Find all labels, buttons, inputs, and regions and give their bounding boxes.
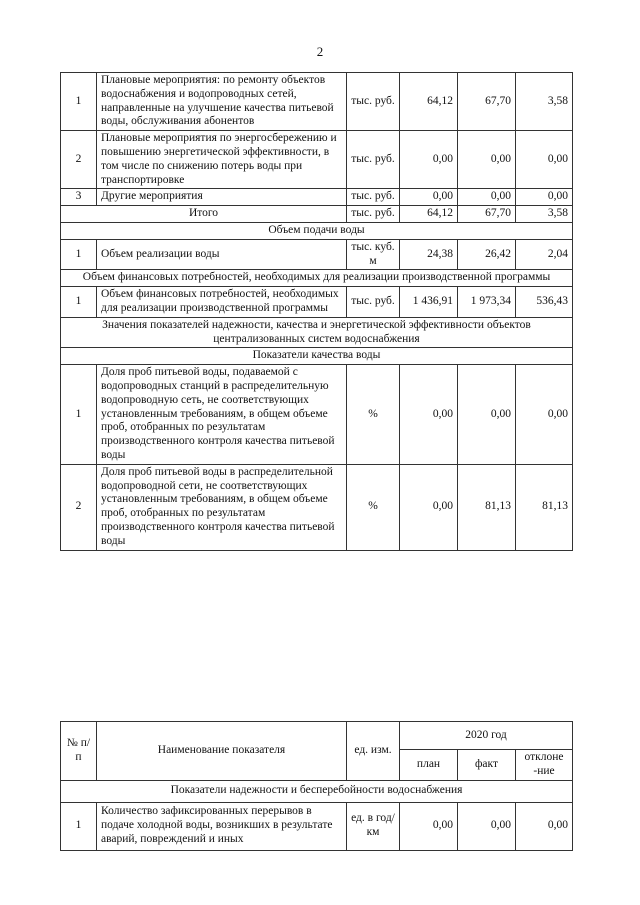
table-row [61,287,573,318]
row-deviation: 3,58 [516,206,573,223]
header-deviation: отклоне -ние [516,750,573,781]
row-deviation: 81,13 [516,464,573,550]
row-unit: тыс. руб. [347,287,400,318]
table-row [61,365,573,465]
row-deviation: 536,43 [516,287,573,318]
row-plan: 0,00 [400,365,458,465]
section-row [61,270,573,287]
row-unit: тыс. руб. [347,73,400,131]
table-row [61,464,573,550]
row-num: 2 [61,131,97,189]
section-title: Объем финансовых потребностей, необходимых для реализации производственной программы [61,270,573,287]
row-name: Количество зафиксированных перерывов в подаче холодной воды, возникших в результате аварий, повреждений и иных [97,802,347,850]
table-row [61,189,573,206]
row-num: 1 [61,73,97,131]
section-row [61,348,573,365]
header-name: Наименование показателя [97,722,347,781]
row-deviation: 2,04 [516,239,573,270]
row-fact: 81,13 [458,464,516,550]
header-year: 2020 год [400,722,573,750]
row-name: Доля проб питьевой воды в распределительной водопроводной сети, не соответствующих установленным требованиям, в общем объеме проб, отобранных по результатам производственного контроля качества питьевой воды [97,464,347,550]
row-unit: % [347,464,400,550]
row-name: Плановые мероприятия по энергосбережению и повышению энергетической эффективности, в том числе по снижению потерь воды при транспортировке [97,131,347,189]
row-fact: 0,00 [458,365,516,465]
row-fact: 0,00 [458,802,516,850]
row-unit: % [347,365,400,465]
row-plan: 0,00 [400,131,458,189]
row-plan: 24,38 [400,239,458,270]
header-num: № п/п [61,722,97,781]
row-fact: 0,00 [458,189,516,206]
row-unit: ед. в год/ км [347,802,400,850]
section-title: Объем подачи воды [61,222,573,239]
row-unit: тыс. руб. [347,206,400,223]
total-label: Итого [61,206,347,223]
row-plan: 0,00 [400,802,458,850]
row-deviation: 0,00 [516,131,573,189]
header-plan: план [400,750,458,781]
reliability-table [60,721,573,851]
table-row [61,239,573,270]
row-fact: 67,70 [458,73,516,131]
row-deviation: 0,00 [516,802,573,850]
row-num: 1 [61,287,97,318]
results-table [60,72,573,551]
table-row [61,131,573,189]
row-plan: 1 436,91 [400,287,458,318]
section-title: Показатели качества воды [61,348,573,365]
section-row [61,222,573,239]
row-deviation: 3,58 [516,73,573,131]
row-fact: 1 973,34 [458,287,516,318]
row-deviation: 0,00 [516,189,573,206]
header-fact: факт [458,750,516,781]
row-unit: тыс. куб. м [347,239,400,270]
header-unit: ед. изм. [347,722,400,781]
row-num: 1 [61,802,97,850]
row-deviation: 0,00 [516,365,573,465]
row-name: Объем реализации воды [97,239,347,270]
section-row: Показатели надежности и бесперебойности водоснабжения [61,780,573,802]
row-num: 1 [61,239,97,270]
row-fact: 0,00 [458,131,516,189]
row-num: 3 [61,189,97,206]
row-plan: 0,00 [400,464,458,550]
row-name: Объем финансовых потребностей, необходимых для реализации производственной программы [97,287,347,318]
row-num: 2 [61,464,97,550]
row-fact: 26,42 [458,239,516,270]
row-name: Другие мероприятия [97,189,347,206]
section-title: Значения показателей надежности, качества и энергетической эффективности объектов централизованных систем водоснабжения [61,317,573,348]
table-row [61,73,573,131]
section-row [61,317,573,348]
row-unit: тыс. руб. [347,189,400,206]
row-name: Плановые мероприятия: по ремонту объектов водоснабжения и водопроводных сетей, направленные на улучшение качества питьевой воды, обслуживания абонентов [97,73,347,131]
page-number: 2 [316,44,324,59]
total-row [61,206,573,223]
row-num: 1 [61,365,97,465]
row-plan: 0,00 [400,189,458,206]
row-plan: 64,12 [400,206,458,223]
row-plan: 64,12 [400,73,458,131]
row-unit: тыс. руб. [347,131,400,189]
row-name: Доля проб питьевой воды, подаваемой с водопроводных станций в распределительную водопроводную сеть, не соответствующих установленным требованиям, в общем объеме проб, отобранных по результатам производственного контроля качества питьевой воды [97,365,347,465]
row-fact: 67,70 [458,206,516,223]
